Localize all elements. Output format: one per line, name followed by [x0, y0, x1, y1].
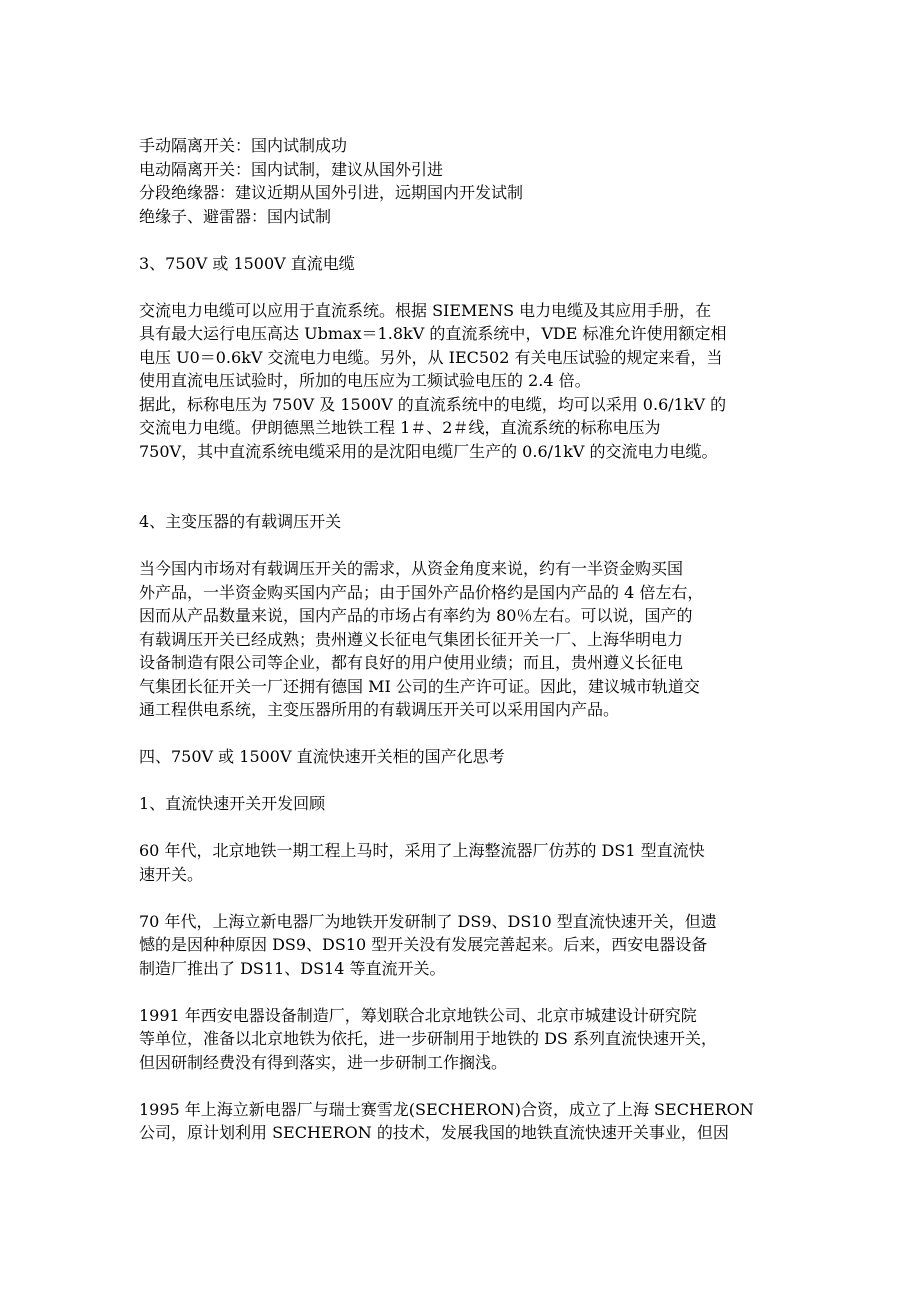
- list-item: 电动隔离开关：国内试制，建议从国外引进: [139, 159, 444, 179]
- paragraph-line: 设备制造有限公司等企业，都有良好的用户使用业绩；而且，贵州遵义长征电: [139, 653, 684, 672]
- paragraph-line: 具有最大运行电压高达 Ubmax＝1.8kV 的直流系统中，VDE 标准允许使用额定相: [139, 324, 727, 343]
- paragraph-line: 750V，其中直流系统电缆采用的是沈阳电缆厂生产的 0.6/1kV 的交流电力电缆。: [139, 441, 718, 461]
- paragraph-line: 交流电力电缆。伊朗德黑兰地铁工程 1＃、2＃线，直流系统的标称电压为: [139, 418, 661, 437]
- paragraph-line: 等单位，准备以北京地铁为依托，进一步研制用于地铁的 DS 系列直流快速开关，: [139, 1029, 717, 1048]
- paragraph-line: 1995 年上海立新电器厂与瑞士赛雪龙(SECHERON)合资，成立了上海 SECHERON: [139, 1099, 754, 1119]
- section-heading-dc-switchgear: 四、750V 或 1500V 直流快速开关柜的国产化思考: [139, 747, 505, 766]
- heading-development-review: 1、直流快速开关开发回顾: [139, 794, 326, 813]
- paragraph-line: 外产品，一半资金购买国内产品；由于国外产品价格约是国内产品的 4 倍左右，: [139, 582, 704, 602]
- spacer: [139, 463, 799, 510]
- paragraph-line: 有载调压开关已经成熟；贵州遵义长征电气集团长征开关一厂、上海华明电力: [139, 629, 684, 649]
- list-item: 手动隔离开关：国内试制成功: [139, 136, 348, 155]
- spacer: [139, 722, 799, 746]
- paragraph-line: 速开关。: [139, 864, 204, 884]
- document-body: [139, 134, 799, 1145]
- spacer: [139, 886, 799, 910]
- paragraph-1991: [139, 1004, 799, 1075]
- list-item: 绝缘子、避雷器：国内试制: [139, 206, 332, 226]
- paragraph-line: 1991 年西安电器设备制造厂，筹划联合北京地铁公司、北京市城建设计研究院: [139, 1005, 697, 1025]
- paragraph-line: 据此，标称电压为 750V 及 1500V 的直流系统中的电缆，均可以采用 0.6/1kV 的: [139, 394, 727, 414]
- spacer: [139, 228, 799, 252]
- paragraph-line: 制造厂推出了 DS11、DS14 等直流开关。: [139, 958, 446, 978]
- paragraph-line: 使用直流电压试验时，所加的电压应为工频试验电压的 2.4 倍。: [139, 371, 591, 390]
- paragraph-line: 电压 U0＝0.6kV 交流电力电缆。另外，从 IEC502 有关电压试验的规定来看，当: [139, 347, 723, 367]
- heading-dc-cable: 3、750V 或 1500V 直流电缆: [139, 253, 355, 273]
- spacer: [139, 1074, 799, 1098]
- paragraph-line: 交流电力电缆可以应用于直流系统。根据 SIEMENS 电力电缆及其应用手册，在: [139, 300, 712, 320]
- paragraph-line: 通工程供电系统，主变压器所用的有载调压开关可以采用国内产品。: [139, 700, 620, 719]
- paragraph-cable-standards: [139, 299, 799, 393]
- equipment-list: [139, 134, 799, 228]
- heading-tap-changer: 4、主变压器的有载调压开关: [139, 512, 342, 531]
- paragraph-1970s: [139, 910, 799, 981]
- spacer: [139, 534, 799, 558]
- spacer: [139, 816, 799, 840]
- paragraph-1960s: [139, 839, 799, 886]
- list-item: 分段绝缘器：建议近期从国外引进，远期国内开发试制: [139, 183, 524, 202]
- spacer: [139, 980, 799, 1004]
- paragraph-line: 气集团长征开关一厂还拥有德国 MI 公司的生产许可证。因此，建议城市轨道交: [139, 676, 700, 696]
- paragraph-line: 公司，原计划利用 SECHERON 的技术，发展我国的地铁直流快速开关事业，但因: [139, 1123, 729, 1142]
- paragraph-cable-conclusion: [139, 393, 799, 464]
- paragraph-line: 因而从产品数量来说，国内产品的市场占有率约为 80％左右。可以说，国产的: [139, 606, 693, 625]
- paragraph-line: 60 年代，北京地铁一期工程上马时，采用了上海整流器厂仿苏的 DS1 型直流快: [139, 841, 705, 860]
- paragraph-line: 憾的是因种种原因 DS9、DS10 型开关没有发展完善起来。后来，西安电器设备: [139, 935, 708, 954]
- spacer: [139, 275, 799, 299]
- paragraph-line: 70 年代，上海立新电器厂为地铁开发研制了 DS9、DS10 型直流快速开关，但遗: [139, 911, 717, 931]
- paragraph-1995: [139, 1098, 799, 1145]
- paragraph-line: 但因研制经费没有得到落实，进一步研制工作搁浅。: [139, 1052, 508, 1072]
- paragraph-tap-changer: [139, 557, 799, 722]
- paragraph-line: 当今国内市场对有载调压开关的需求，从资金角度来说，约有一半资金购买国: [139, 559, 684, 578]
- spacer: [139, 769, 799, 793]
